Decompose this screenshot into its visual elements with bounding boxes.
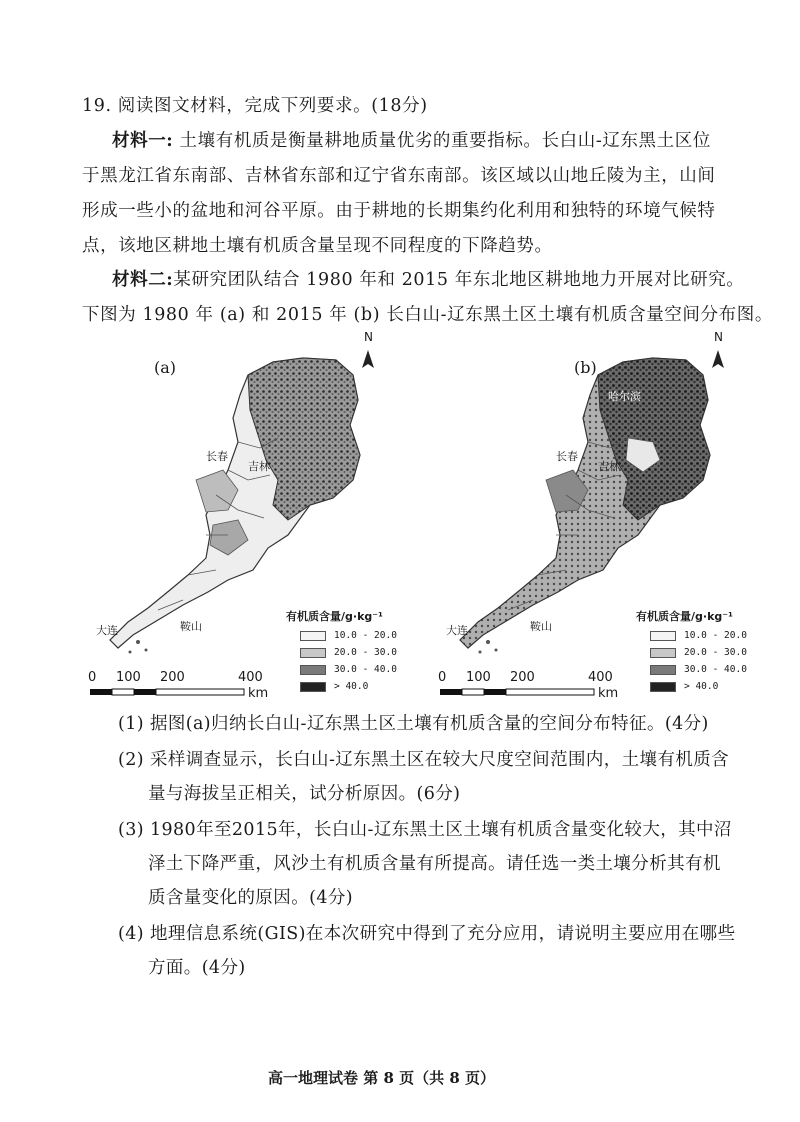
page-footer: 高一地理试卷 第 8 页（共 8 页） xyxy=(268,1069,495,1087)
material1-text-1: 土壤有机质是衡量耕地质量优劣的重要指标。长白山-辽东黑土区位 xyxy=(173,131,711,151)
material2-label: 材料二: xyxy=(112,270,174,290)
map-a-panel-label: (a) xyxy=(154,358,177,377)
legend-label: 10.0 - 20.0 xyxy=(334,630,397,641)
map-b-legend-row-4 xyxy=(650,681,718,692)
map-a-scale-0: 0 xyxy=(88,670,97,685)
map-b-city-harbin: 哈尔滨 xyxy=(608,390,641,403)
legend-label: 30.0 - 40.0 xyxy=(334,664,397,675)
map-a-legend-row-1 xyxy=(300,630,397,641)
map-a-legend-row-4 xyxy=(300,681,368,692)
map-a-city-anshan: 鞍山 xyxy=(180,620,202,633)
legend-swatch xyxy=(650,648,676,658)
legend-swatch xyxy=(300,665,326,675)
legend-label: 10.0 - 20.0 xyxy=(684,630,747,641)
legend-swatch xyxy=(300,631,326,641)
map-a-scale-bar xyxy=(90,688,260,698)
map-b-city-changchun: 长春 xyxy=(556,450,578,463)
legend-swatch xyxy=(650,665,676,675)
map-a-scale-unit: km xyxy=(248,686,269,701)
subquestion-4-line-2: 方面。(4分) xyxy=(148,958,246,978)
map-a-scale-100: 100 xyxy=(116,670,141,685)
legend-swatch xyxy=(650,631,676,641)
question-header: 19. 阅读图文材料，完成下列要求。(18分) xyxy=(82,96,428,116)
north-arrow-icon-b xyxy=(712,350,724,368)
map-b-legend-title: 有机质含量/g·kg⁻¹ xyxy=(636,610,733,623)
map-b-shape xyxy=(438,330,768,700)
map-b-panel-label: (b) xyxy=(574,358,597,377)
material1-line-2: 于黑龙江省东南部、吉林省东部和辽宁省东南部。该区域以山地丘陵为主，山间 xyxy=(82,166,716,186)
subquestion-2-line-1: (2) 采样调查显示，长白山-辽东黑土区在较大尺度空间范围内，土壤有机质含 xyxy=(118,750,730,770)
map-a-shape xyxy=(88,330,418,700)
legend-label: > 40.0 xyxy=(684,681,719,692)
material1-line-3: 形成一些小的盆地和河谷平原。由于耕地的长期集约化利用和独特的环境气候特 xyxy=(82,201,716,221)
material2-text-1: 某研究团队结合 1980 年和 2015 年东北地区耕地地力开展对比研究。 xyxy=(173,270,745,290)
map-b-city-dalian: 大连 xyxy=(446,624,468,637)
map-a-scale-200: 200 xyxy=(160,670,185,685)
map-b-legend-row-2 xyxy=(650,647,747,658)
map-b-scale-100: 100 xyxy=(466,670,491,685)
north-arrow-icon-a xyxy=(362,350,374,368)
subquestion-1-line-1: (1) 据图(a)归纳长白山-辽东黑土区土壤有机质含量的空间分布特征。(4分) xyxy=(118,714,709,734)
map-a-legend-row-3 xyxy=(300,664,397,675)
map-a xyxy=(88,330,418,700)
map-a-legend-row-2 xyxy=(300,647,397,658)
map-b-scale-0: 0 xyxy=(438,670,447,685)
legend-swatch xyxy=(650,682,676,692)
map-b-scale-400: 400 xyxy=(588,670,613,685)
map-b-legend-row-1 xyxy=(650,630,747,641)
subquestion-3-line-3: 质含量变化的原因。(4分) xyxy=(148,888,353,908)
legend-label: > 40.0 xyxy=(334,681,369,692)
map-b-scale-200: 200 xyxy=(510,670,535,685)
legend-swatch xyxy=(300,682,326,692)
map-a-scale-400: 400 xyxy=(238,670,263,685)
map-a-city-jilin: 吉林 xyxy=(248,460,270,473)
legend-label: 20.0 - 30.0 xyxy=(334,647,397,658)
legend-label: 30.0 - 40.0 xyxy=(684,664,747,675)
material2-line-1 xyxy=(112,266,744,291)
map-a-north-label: N xyxy=(364,330,373,344)
material1-line-4: 点，该地区耕地土壤有机质含量呈现不同程度的下降趋势。 xyxy=(82,236,553,256)
material1-line-1 xyxy=(112,127,711,152)
subquestion-3-line-1: (3) 1980年至2015年，长白山-辽东黑土区土壤有机质含量变化较大，其中沼 xyxy=(118,820,732,840)
map-a-city-dalian: 大连 xyxy=(96,624,118,637)
map-a-city-changchun: 长春 xyxy=(206,450,228,463)
map-a-legend-title: 有机质含量/g·kg⁻¹ xyxy=(286,610,383,623)
map-b-city-jilin: 吉林 xyxy=(598,460,620,473)
map-b-north-label: N xyxy=(714,330,723,344)
subquestion-3-line-2: 泽土下降严重，风沙土有机质含量有所提高。请任选一类土壤分析其有机 xyxy=(148,854,721,874)
map-b-legend-row-3 xyxy=(650,664,747,675)
legend-swatch xyxy=(300,648,326,658)
map-b-scale-bar xyxy=(440,688,610,698)
map-b-city-anshan: 鞍山 xyxy=(530,620,552,633)
map-b xyxy=(438,330,768,700)
map-b-scale-unit: km xyxy=(598,686,619,701)
material1-label: 材料一: xyxy=(112,131,174,151)
subquestion-2-line-2: 量与海拔呈正相关，试分析原因。(6分) xyxy=(148,784,461,804)
subquestion-4-line-1: (4) 地理信息系统(GIS)在本次研究中得到了充分应用，请说明主要应用在哪些 xyxy=(118,924,736,944)
legend-label: 20.0 - 30.0 xyxy=(684,647,747,658)
material2-line-2: 下图为 1980 年 (a) 和 2015 年 (b) 长白山-辽东黑土区土壤有机质含量空间分布图。 xyxy=(82,305,773,325)
